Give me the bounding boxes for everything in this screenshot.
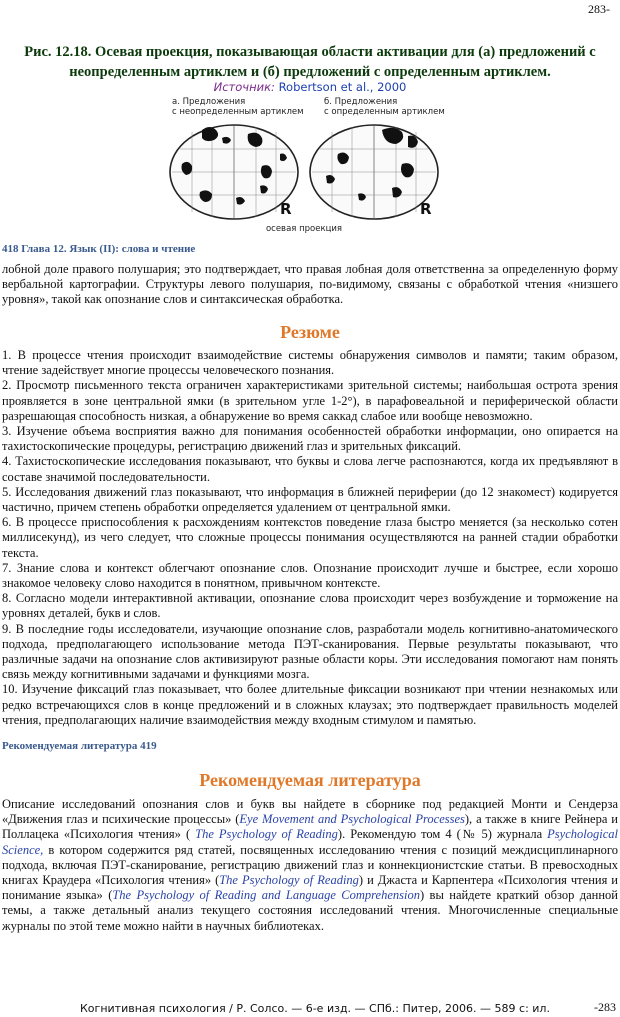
summary-item: 2. Просмотр письменного текста ограничен характеристиками зрительной системы; наибольшая острота зрения проявляется в зоне центральной ямки (в зрительном угле 1-2°), в парафовеальной и периферической области разрешающая способность низкая, а обнаружение во время саккад слабое или вообще невозможно. xyxy=(2,378,618,423)
reading-text: ). Рекомендую том 4 (№ 5) журнала xyxy=(337,827,548,842)
summary-item: 4. Тахистоскопические исследования показывают, что буквы и слова легче распознаются, когда их предъявляют в составе значимой последовательности. xyxy=(2,454,618,484)
panel-a-title-2: с неопределенным артиклем xyxy=(172,107,304,117)
summary-item: 3. Изучение объема восприятия важно для понимания особенностей обработки информации, оно опирается на тахистоскопические процедуры, регистрацию движений глаз и зрительных фиксаций. xyxy=(2,424,618,454)
reading-text: ) и Джаста и Карпентера «Психология чтения и понимание языка» ( xyxy=(2,873,618,903)
brain-slice-a xyxy=(170,125,298,219)
summary-item: 8. Согласно модели интерактивной активации, опознание слова происходит через возбуждение и торможение на уровнях деталей, букв и слов. xyxy=(2,591,618,621)
figure-source-label: Источник: xyxy=(213,80,275,94)
panel-b-title-2: с определенным артиклем xyxy=(324,107,445,117)
brain-axial-figure xyxy=(162,94,446,234)
panel-b-marker: R xyxy=(420,200,432,218)
book-title-just-carpenter: The Psychology of Reading and Language Comprehension xyxy=(112,888,420,903)
summary-item: 9. В последние годы исследователи, изучающие опознание слов, разработали модель когнитивно-анатомического подхода, предполагающего использование метода ПЭТ-сканирования. Первые результаты показывают, что различные задачи на опознание слов активизируют разные области коры. Эти исследования помогают нам понять связь между когнитивными задачами и функциями мозга. xyxy=(2,621,618,682)
summary-item: 1. В процессе чтения происходит взаимодействие системы обнаружения символов и памяти; таким образом, чтение задействует многие процессы человеческого познания. xyxy=(2,348,618,378)
panel-a-marker: R xyxy=(280,200,292,218)
brain-slice-b xyxy=(310,125,438,219)
running-head-reading: Рекомендуемая литература 419 xyxy=(2,740,157,752)
figure-bottom-label: осевая проекция xyxy=(265,224,343,234)
reading-text: ) вы найдете краткий обзор данной темы, а также детальный анализ текущего состояния исследований чтения. Многочисленные специальные журналы по этой теме можно найти в научных библиотеках. xyxy=(2,888,618,933)
book-title-crowder: The Psychology of Reading xyxy=(219,873,359,888)
page-number-top: 283- xyxy=(588,2,610,16)
reading-heading: Рекомендуемая литература xyxy=(199,770,421,790)
continuation-paragraph: лобной доле правого полушария; это подтверждает, что правая лобная доля ответственна за определенную форму вербальной картографии. Структуры левого полушария, по-видимому, связаны с обработкой чтения «низшего уровня», такой как опознание слов и синтаксическая обработка. xyxy=(2,262,618,307)
running-head-chapter: 418 Глава 12. Язык (II): слова и чтение xyxy=(2,243,196,255)
reading-text: в котором содержится ряд статей, посвященных исследованию чтения с позиций междисциплинарного подхода, включая ПЭТ-сканирование, регистрацию движений глаз и коннекционистские статьи. В превосходных книгах Краудера «Психология чтения» ( xyxy=(2,842,618,888)
reading-paragraph xyxy=(2,797,618,934)
book-title-psychology-reading: The Psychology of Reading xyxy=(195,827,338,842)
summary-list xyxy=(2,348,618,728)
panel-b-title-1: б. Предложения xyxy=(324,97,398,107)
journal-title-psych-science: Psychological Science, xyxy=(2,827,618,857)
summary-heading: Резюме xyxy=(280,322,340,342)
panel-a-title-1: а. Предложения xyxy=(172,97,246,107)
page-number-bottom: -283 xyxy=(594,1000,616,1014)
reading-text: Описание исследований опознания слов и букв вы найдете в сборнике под редакцией Монти и Сендерза «Движения глаз и психические процессы» ( xyxy=(2,797,618,827)
summary-item: 10. Изучение фиксаций глаз показывает, что более длительные фиксации возникают при чтении незнакомых или редко встречающихся слов в конце предложений и в сложных клаузах; это подтверждает правильность моделей чтения, предполагающих наличие взаимодействия между входным стимулом и памятью. xyxy=(2,682,618,727)
summary-item: 6. В процессе приспособления к расхождениям контекстов поведение глаза быстро меняется (за несколько сотен миллисекунд), из чего следует, что сложные процессы понимания осуществляются на ранней стадии обработки текста. xyxy=(2,515,618,560)
reading-text: ), а также в книге Рейнера и Поллацека «Психология чтения» ( xyxy=(2,812,618,842)
summary-item: 7. Знание слова и контекст облегчают опознание слов. Опознание происходит лучше и быстрее, если хорошо знакомое человеку слово находится в понятном, привычном контексте. xyxy=(2,560,618,591)
book-title-eye-movement: Eye Movement and Psychological Processes xyxy=(239,812,465,827)
figure-caption: Рис. 12.18. Осевая проекция, показывающая области активации для (а) предложений с неопределенным артиклем и (б) предложений с определенным артиклем. xyxy=(24,44,596,80)
figure-source xyxy=(0,80,620,94)
figure-source-ref: Robertson et al., 2000 xyxy=(278,80,407,94)
footer-citation: Когнитивная психология / Р. Солсо. — 6-е изд. — СПб.: Питер, 2006. — 589 с: ил. xyxy=(80,1002,550,1015)
summary-item: 5. Исследования движений глаз показывают, что информация в ближней периферии (до 12 знакомест) кодируется частично, причем степень обработки определяется удалением от центральной ямки. xyxy=(2,484,618,515)
